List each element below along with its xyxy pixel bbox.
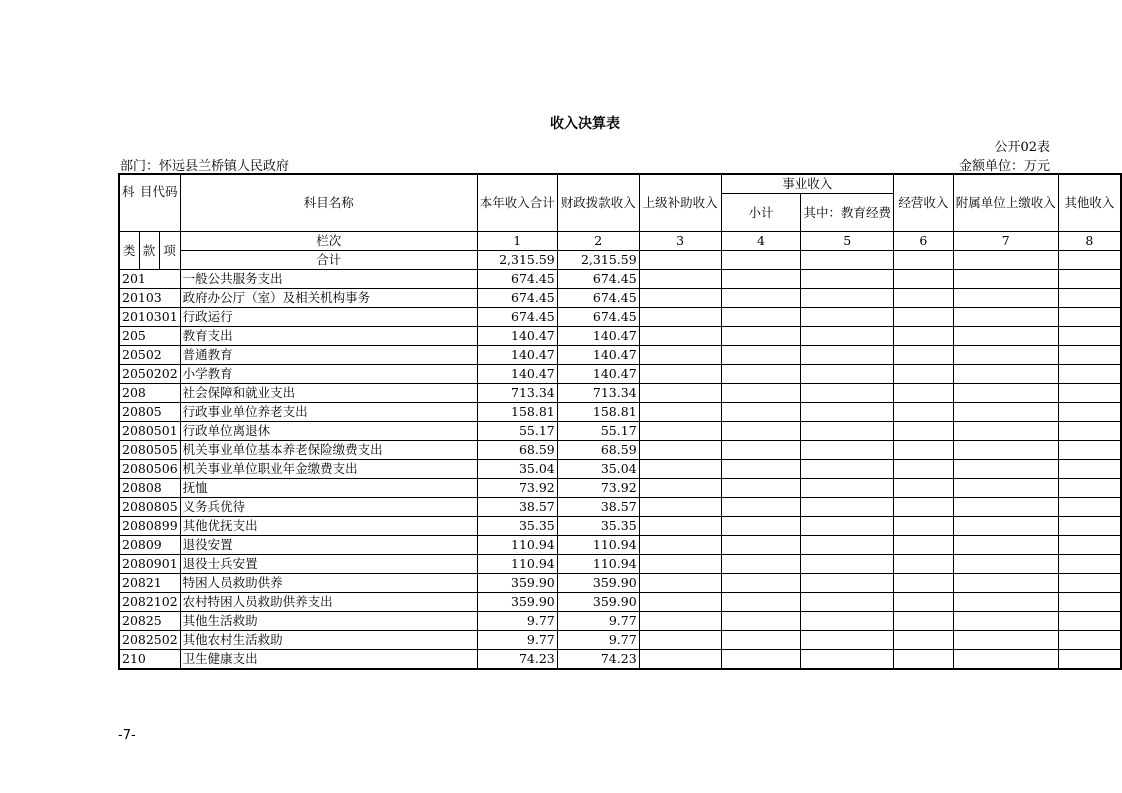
total-income: 35.35 — [477, 517, 557, 536]
table-row — [119, 384, 1121, 403]
subject-name: 其他优抚支出 — [180, 517, 477, 536]
col-superior-subsidy-header: 上级补助收入 — [639, 174, 721, 232]
superior-subsidy — [639, 270, 721, 289]
superior-subsidy — [639, 346, 721, 365]
table-row — [119, 631, 1121, 650]
superior-subsidy — [639, 612, 721, 631]
other-income — [1058, 460, 1121, 479]
other-income — [1058, 270, 1121, 289]
operating-income — [893, 536, 953, 555]
subject-name: 行政事业单位养老支出 — [180, 403, 477, 422]
career-subtotal — [721, 384, 801, 403]
subject-code: 2080501 — [119, 422, 180, 441]
subject-name: 普通教育 — [180, 346, 477, 365]
subject-name: 机关事业单位基本养老保险缴费支出 — [180, 441, 477, 460]
education-funds — [801, 422, 894, 441]
fiscal-appropriation: 359.90 — [557, 574, 639, 593]
page-number: -7- — [118, 728, 136, 743]
career-subtotal — [721, 422, 801, 441]
total-income: 713.34 — [477, 384, 557, 403]
subject-name: 其他农村生活救助 — [180, 631, 477, 650]
subject-code: 210 — [119, 650, 180, 670]
table-row — [119, 574, 1121, 593]
kuan-header: 款 — [139, 232, 159, 270]
other-income — [1058, 289, 1121, 308]
subject-name: 机关事业单位职业年金缴费支出 — [180, 460, 477, 479]
fiscal-appropriation: 38.57 — [557, 498, 639, 517]
operating-income — [893, 498, 953, 517]
career-subtotal — [721, 289, 801, 308]
fiscal-appropriation: 35.35 — [557, 517, 639, 536]
education-funds — [801, 555, 894, 574]
other-income — [1058, 441, 1121, 460]
total-income: 9.77 — [477, 612, 557, 631]
total-income: 674.45 — [477, 289, 557, 308]
education-funds — [801, 612, 894, 631]
subject-code: 2082502 — [119, 631, 180, 650]
table-row — [119, 365, 1121, 384]
subject-code: 20821 — [119, 574, 180, 593]
operating-income — [893, 441, 953, 460]
education-funds — [801, 270, 894, 289]
other-income — [1058, 631, 1121, 650]
superior-subsidy — [639, 498, 721, 517]
other-income — [1058, 612, 1121, 631]
total-col8 — [1058, 251, 1121, 270]
total-col5 — [801, 251, 894, 270]
total-col4 — [721, 251, 801, 270]
lanci-row — [119, 232, 1121, 251]
affiliated-income — [953, 327, 1058, 346]
lanci-1: 1 — [477, 232, 557, 251]
affiliated-income — [953, 479, 1058, 498]
superior-subsidy — [639, 650, 721, 670]
subject-code: 2080901 — [119, 555, 180, 574]
career-subtotal — [721, 612, 801, 631]
fiscal-appropriation: 74.23 — [557, 650, 639, 670]
operating-income — [893, 270, 953, 289]
subject-name: 卫生健康支出 — [180, 650, 477, 670]
fiscal-appropriation: 140.47 — [557, 346, 639, 365]
superior-subsidy — [639, 555, 721, 574]
total-income: 140.47 — [477, 365, 557, 384]
subject-name: 特困人员救助供养 — [180, 574, 477, 593]
education-funds — [801, 650, 894, 670]
subject-code: 20809 — [119, 536, 180, 555]
fiscal-appropriation: 674.45 — [557, 308, 639, 327]
fiscal-appropriation: 110.94 — [557, 555, 639, 574]
other-income — [1058, 346, 1121, 365]
table-row — [119, 346, 1121, 365]
affiliated-income — [953, 346, 1058, 365]
affiliated-income — [953, 422, 1058, 441]
subject-name-header: 科目名称 — [180, 174, 477, 232]
total-income: 55.17 — [477, 422, 557, 441]
total-income: 674.45 — [477, 308, 557, 327]
subject-name: 一般公共服务支出 — [180, 270, 477, 289]
fiscal-appropriation: 35.04 — [557, 460, 639, 479]
other-income — [1058, 574, 1121, 593]
table-row — [119, 650, 1121, 670]
total-label: 合计 — [180, 251, 477, 270]
col-affiliated-header: 附属单位上缴收入 — [953, 174, 1058, 232]
fiscal-appropriation: 110.94 — [557, 536, 639, 555]
fiscal-appropriation: 140.47 — [557, 365, 639, 384]
education-funds — [801, 479, 894, 498]
subject-code: 2080805 — [119, 498, 180, 517]
fiscal-appropriation: 674.45 — [557, 270, 639, 289]
other-income — [1058, 593, 1121, 612]
table-row — [119, 517, 1121, 536]
subject-name: 抚恤 — [180, 479, 477, 498]
total-income: 359.90 — [477, 574, 557, 593]
superior-subsidy — [639, 536, 721, 555]
affiliated-income — [953, 650, 1058, 670]
total-col1: 2,315.59 — [477, 251, 557, 270]
superior-subsidy — [639, 308, 721, 327]
other-income — [1058, 308, 1121, 327]
lanci-2: 2 — [557, 232, 639, 251]
table-row — [119, 327, 1121, 346]
operating-income — [893, 384, 953, 403]
superior-subsidy — [639, 517, 721, 536]
superior-subsidy — [639, 384, 721, 403]
operating-income — [893, 650, 953, 670]
affiliated-income — [953, 612, 1058, 631]
subject-code-header — [119, 174, 180, 232]
table-row — [119, 460, 1121, 479]
career-subtotal — [721, 346, 801, 365]
operating-income — [893, 460, 953, 479]
other-income — [1058, 327, 1121, 346]
education-funds — [801, 631, 894, 650]
department-label: 部门：怀远县兰桥镇人民政府 — [120, 159, 290, 174]
operating-income — [893, 517, 953, 536]
affiliated-income — [953, 270, 1058, 289]
superior-subsidy — [639, 441, 721, 460]
total-col7 — [953, 251, 1058, 270]
other-income — [1058, 555, 1121, 574]
superior-subsidy — [639, 593, 721, 612]
fiscal-appropriation: 158.81 — [557, 403, 639, 422]
education-funds — [801, 289, 894, 308]
table-row — [119, 593, 1121, 612]
other-income — [1058, 479, 1121, 498]
career-subtotal — [721, 574, 801, 593]
subject-name: 行政单位离退休 — [180, 422, 477, 441]
table-row — [119, 479, 1121, 498]
operating-income — [893, 346, 953, 365]
superior-subsidy — [639, 460, 721, 479]
lanci-7: 7 — [953, 232, 1058, 251]
affiliated-income — [953, 365, 1058, 384]
fiscal-appropriation: 55.17 — [557, 422, 639, 441]
career-subtotal — [721, 460, 801, 479]
superior-subsidy — [639, 289, 721, 308]
operating-income — [893, 308, 953, 327]
table-row — [119, 270, 1121, 289]
total-income: 158.81 — [477, 403, 557, 422]
table-row — [119, 422, 1121, 441]
subject-name: 行政运行 — [180, 308, 477, 327]
total-income: 359.90 — [477, 593, 557, 612]
code-header-mudaima: 目代码 — [140, 184, 178, 199]
total-income: 9.77 — [477, 631, 557, 650]
operating-income — [893, 555, 953, 574]
subject-name: 社会保障和就业支出 — [180, 384, 477, 403]
subject-name: 退役士兵安置 — [180, 555, 477, 574]
education-funds — [801, 346, 894, 365]
education-funds — [801, 365, 894, 384]
career-subtotal — [721, 365, 801, 384]
education-funds — [801, 536, 894, 555]
col-career-income-header: 事业收入 — [721, 174, 893, 194]
education-funds — [801, 460, 894, 479]
form-number: 公开02表 — [994, 140, 1050, 155]
total-income: 74.23 — [477, 650, 557, 670]
affiliated-income — [953, 574, 1058, 593]
total-income: 140.47 — [477, 327, 557, 346]
total-col6 — [893, 251, 953, 270]
operating-income — [893, 327, 953, 346]
career-subtotal — [721, 479, 801, 498]
subject-code: 20502 — [119, 346, 180, 365]
other-income — [1058, 422, 1121, 441]
other-income — [1058, 384, 1121, 403]
career-subtotal — [721, 631, 801, 650]
affiliated-income — [953, 517, 1058, 536]
career-subtotal — [721, 536, 801, 555]
total-income: 110.94 — [477, 555, 557, 574]
subject-name: 教育支出 — [180, 327, 477, 346]
col-subtotal-header: 小计 — [721, 194, 801, 232]
table-row — [119, 403, 1121, 422]
lei-header: 类 — [119, 232, 139, 270]
affiliated-income — [953, 460, 1058, 479]
col-other-header: 其他收入 — [1058, 174, 1121, 232]
lanci-4: 4 — [721, 232, 801, 251]
col-education-header: 其中：教育经费 — [801, 194, 894, 232]
affiliated-income — [953, 384, 1058, 403]
unit-label: 金额单位：万元 — [958, 159, 1050, 174]
total-income: 110.94 — [477, 536, 557, 555]
education-funds — [801, 403, 894, 422]
subject-code: 20825 — [119, 612, 180, 631]
subject-code: 2080506 — [119, 460, 180, 479]
other-income — [1058, 536, 1121, 555]
subject-code: 2050202 — [119, 365, 180, 384]
subject-code: 20805 — [119, 403, 180, 422]
education-funds — [801, 517, 894, 536]
table-row — [119, 612, 1121, 631]
affiliated-income — [953, 498, 1058, 517]
affiliated-income — [953, 308, 1058, 327]
career-subtotal — [721, 403, 801, 422]
other-income — [1058, 403, 1121, 422]
fiscal-appropriation: 674.45 — [557, 289, 639, 308]
total-income: 35.04 — [477, 460, 557, 479]
education-funds — [801, 308, 894, 327]
subject-code: 2082102 — [119, 593, 180, 612]
lanci-6: 6 — [893, 232, 953, 251]
fiscal-appropriation: 9.77 — [557, 631, 639, 650]
subject-name: 退役安置 — [180, 536, 477, 555]
affiliated-income — [953, 289, 1058, 308]
col-total-income-header: 本年收入合计 — [477, 174, 557, 232]
subject-name: 其他生活救助 — [180, 612, 477, 631]
table-row — [119, 441, 1121, 460]
table-row — [119, 498, 1121, 517]
table-row — [119, 289, 1121, 308]
subject-code: 201 — [119, 270, 180, 289]
superior-subsidy — [639, 574, 721, 593]
superior-subsidy — [639, 403, 721, 422]
fiscal-appropriation: 9.77 — [557, 612, 639, 631]
total-income: 38.57 — [477, 498, 557, 517]
subject-name: 政府办公厅（室）及相关机构事务 — [180, 289, 477, 308]
career-subtotal — [721, 270, 801, 289]
income-table — [118, 173, 1122, 670]
header-row-1 — [119, 174, 1121, 194]
lanci-8: 8 — [1058, 232, 1121, 251]
operating-income — [893, 365, 953, 384]
career-subtotal — [721, 593, 801, 612]
superior-subsidy — [639, 631, 721, 650]
affiliated-income — [953, 536, 1058, 555]
lanci-5: 5 — [801, 232, 894, 251]
total-income: 68.59 — [477, 441, 557, 460]
total-row — [119, 251, 1121, 270]
fiscal-appropriation: 713.34 — [557, 384, 639, 403]
operating-income — [893, 422, 953, 441]
education-funds — [801, 574, 894, 593]
operating-income — [893, 574, 953, 593]
affiliated-income — [953, 555, 1058, 574]
superior-subsidy — [639, 327, 721, 346]
subject-code: 2080899 — [119, 517, 180, 536]
fiscal-appropriation: 140.47 — [557, 327, 639, 346]
career-subtotal — [721, 327, 801, 346]
fiscal-appropriation: 359.90 — [557, 593, 639, 612]
fiscal-appropriation: 73.92 — [557, 479, 639, 498]
career-subtotal — [721, 517, 801, 536]
total-col2: 2,315.59 — [557, 251, 639, 270]
total-income: 674.45 — [477, 270, 557, 289]
other-income — [1058, 365, 1121, 384]
superior-subsidy — [639, 479, 721, 498]
subject-code: 208 — [119, 384, 180, 403]
career-subtotal — [721, 555, 801, 574]
report-title: 收入决算表 — [550, 116, 620, 132]
other-income — [1058, 498, 1121, 517]
total-col3 — [639, 251, 721, 270]
lanci-3: 3 — [639, 232, 721, 251]
subject-name: 小学教育 — [180, 365, 477, 384]
subject-name: 农村特困人员救助供养支出 — [180, 593, 477, 612]
table-row — [119, 308, 1121, 327]
operating-income — [893, 612, 953, 631]
education-funds — [801, 384, 894, 403]
code-header-ke: 科 — [122, 184, 135, 199]
xiang-header: 项 — [159, 232, 180, 270]
affiliated-income — [953, 593, 1058, 612]
subject-code: 205 — [119, 327, 180, 346]
table-row — [119, 536, 1121, 555]
operating-income — [893, 403, 953, 422]
operating-income — [893, 593, 953, 612]
subject-code: 2080505 — [119, 441, 180, 460]
subject-code: 20103 — [119, 289, 180, 308]
operating-income — [893, 289, 953, 308]
operating-income — [893, 631, 953, 650]
total-income: 73.92 — [477, 479, 557, 498]
superior-subsidy — [639, 422, 721, 441]
other-income — [1058, 650, 1121, 670]
career-subtotal — [721, 498, 801, 517]
education-funds — [801, 327, 894, 346]
total-income: 140.47 — [477, 346, 557, 365]
other-income — [1058, 517, 1121, 536]
col-fiscal-header: 财政拨款收入 — [557, 174, 639, 232]
education-funds — [801, 441, 894, 460]
subject-name: 义务兵优待 — [180, 498, 477, 517]
col-operating-header: 经营收入 — [893, 174, 953, 232]
subject-code: 20808 — [119, 479, 180, 498]
career-subtotal — [721, 650, 801, 670]
operating-income — [893, 479, 953, 498]
education-funds — [801, 498, 894, 517]
career-subtotal — [721, 441, 801, 460]
affiliated-income — [953, 403, 1058, 422]
table-row — [119, 555, 1121, 574]
education-funds — [801, 593, 894, 612]
affiliated-income — [953, 631, 1058, 650]
fiscal-appropriation: 68.59 — [557, 441, 639, 460]
superior-subsidy — [639, 365, 721, 384]
affiliated-income — [953, 441, 1058, 460]
career-subtotal — [721, 308, 801, 327]
lanci-label: 栏次 — [180, 232, 477, 251]
data-rows — [119, 270, 1121, 670]
subject-code: 2010301 — [119, 308, 180, 327]
